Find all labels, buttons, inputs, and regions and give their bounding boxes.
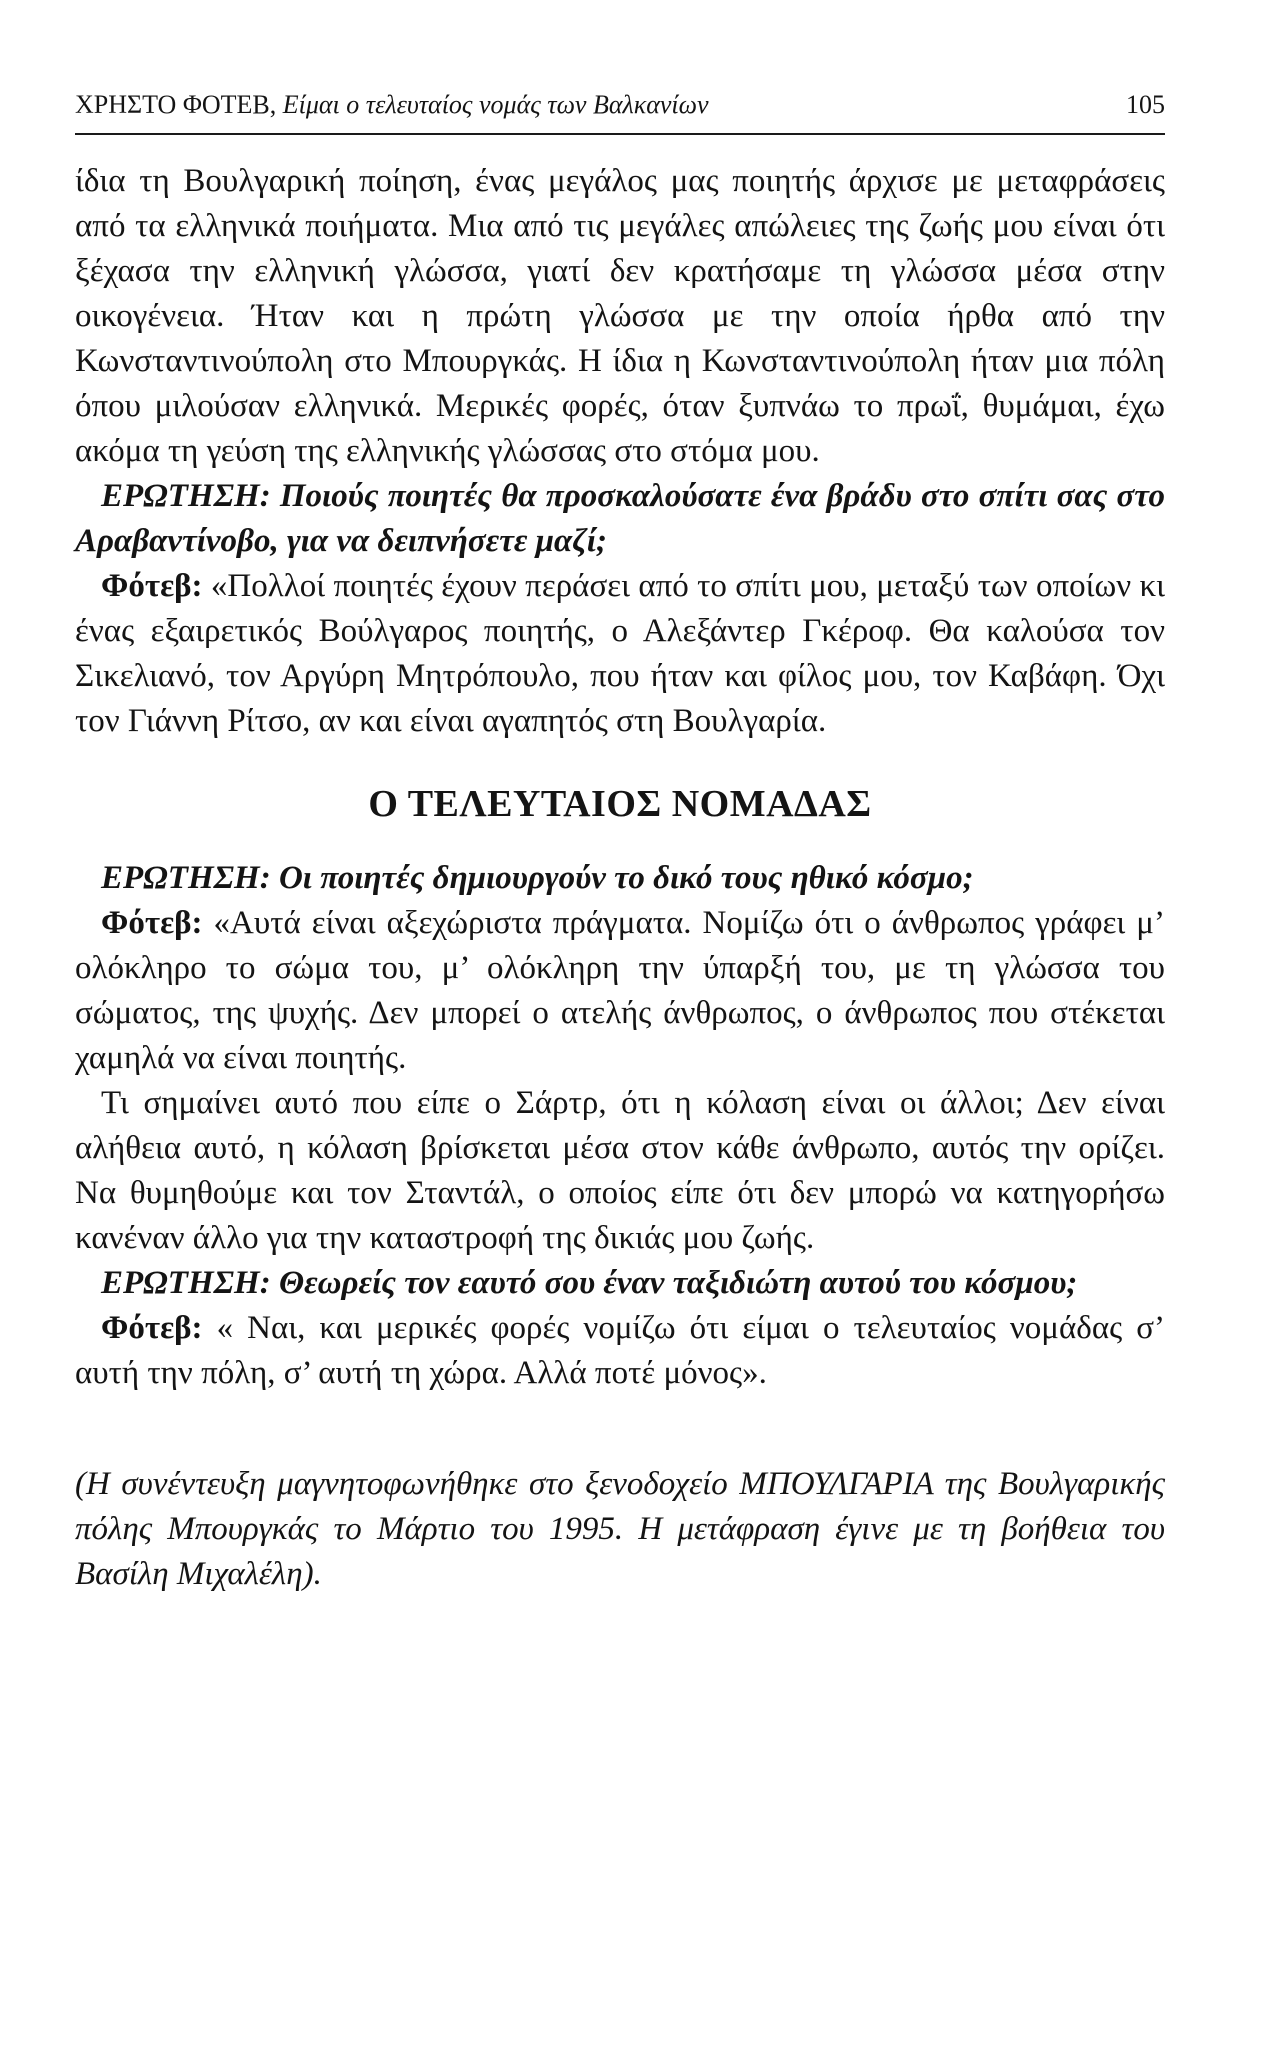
answer-3 (75, 1306, 1165, 1396)
book-page (75, 86, 1165, 1630)
answer-1-speaker: Φότεβ: (101, 568, 203, 604)
answer-2-text: «Αυτά είναι αξεχώριστα πράγματα. Νομίζω ότι ο άνθρωπος γράφει μ’ ολόκληρο το σώμα του, μ’ ολόκληρη την ύπαρξή του, με τη γλώσσα του σώματος, της ψυχής. Δεν μπορεί ο ατελής άνθρωπος, ο άνθρωπος που στέκεται χαμηλά να είναι ποιητής. (75, 905, 1165, 1076)
answer-3-text: « Ναι, και μερικές φορές νομίζω ότι είμαι ο τελευταίος νομάδας σ’ αυτή την πόλη, σ’ αυτή τη χώρα. Αλλά ποτέ μόνος». (75, 1310, 1165, 1391)
question-2: ΕΡΩΤΗΣΗ: Οι ποιητές δημιουργούν το δικό τους ηθικό κόσμο; (101, 860, 974, 896)
page-number: 105 (1126, 90, 1165, 119)
answer-2-speaker: Φότεβ: (101, 905, 203, 941)
answer-1-text: «Πολλοί ποιητές έχουν περάσει από το σπίτι μου, μεταξύ των οποίων κι ένας εξαιρετικός Βούλγαρος ποιητής, ο Αλεξάντερ Γκέροφ. Θα καλούσα τον Σικελιανό, τον Αργύρη Μητρόπουλο, που ήταν και φίλος μου, τον Καβάφη. Όχι τον Γιάννη Ρίτσο, αν και είναι αγαπητός στη Βουλγαρία. (75, 568, 1165, 739)
paragraph-sartre: Τι σημαίνει αυτό που είπε ο Σάρτρ, ότι η κόλαση είναι οι άλλοι; Δεν είναι αλήθεια αυτό, η κόλαση βρίσκεται μέσα στον κάθε άνθρωπο, αυτός την ορίζει. Να θυμηθούμε και τον Σταντάλ, ο οποίος είπε ότι δεν μπορώ να κατηγορήσω κανέναν άλλο για την καταστροφή της δικιάς μου ζωής. (75, 1085, 1165, 1256)
closing-note: (Η συνέντευξη μαγνητοφωνήθηκε στο ξενοδοχείο ΜΠΟΥΛΓΑΡΙΑ της Βουλγαρικής πόλης Μπουργκάς το Μάρτιο του 1995. Η μετάφραση έγινε με τη βοήθεια του Βασίλη Μιχαλέλη). (75, 1466, 1165, 1592)
header-author: ΧΡΗΣΤΟ ΦΟΤΕΒ, (75, 90, 277, 119)
header-rule (75, 133, 1165, 135)
answer-1 (75, 564, 1165, 744)
answer-2 (75, 901, 1165, 1081)
answer-3-speaker: Φότεβ: (101, 1310, 203, 1346)
header-book-title: Είμαι ο τελευταίος νομάς των Βαλκανίων (282, 90, 709, 119)
running-header (75, 86, 1165, 124)
section-heading: Ο ΤΕΛΕΥΤΑΙΟΣ ΝΟΜΑΔΑΣ (368, 783, 872, 825)
paragraph-continued: ίδια τη Βουλγαρική ποίηση, ένας μεγάλος μας ποιητής άρχισε με μεταφράσεις από τα ελληνικά ποιήματα. Μια από τις μεγάλες απώλειες της ζωής μου είναι ότι ξέχασα την ελληνική γλώσσα, γιατί δεν κρατήσαμε τη γλώσσα μέσα στην οικογένεια. Ήταν και η πρώτη γλώσσα με την οποία ήρθα από την Κωνσταντινούπολη στο Μπουργκάς. Η ίδια η Κωνσταντινούπολη ήταν μια πόλη όπου μιλούσαν ελληνικά. Μερικές φορές, όταν ξυπνάω το πρωΐ, θυμάμαι, έχω ακόμα τη γεύση της ελληνικής γλώσσας στο στόμα μου. (75, 163, 1165, 469)
question-1: ΕΡΩΤΗΣΗ: Ποιούς ποιητές θα προσκαλούσατε ένα βράδυ στο σπίτι σας στο Αραβαντίνοβο, για να δειπνήσετε μαζί; (75, 478, 1165, 559)
question-3: ΕΡΩΤΗΣΗ: Θεωρείς τον εαυτό σου έναν ταξιδιώτη αυτού του κόσμου; (101, 1265, 1078, 1301)
